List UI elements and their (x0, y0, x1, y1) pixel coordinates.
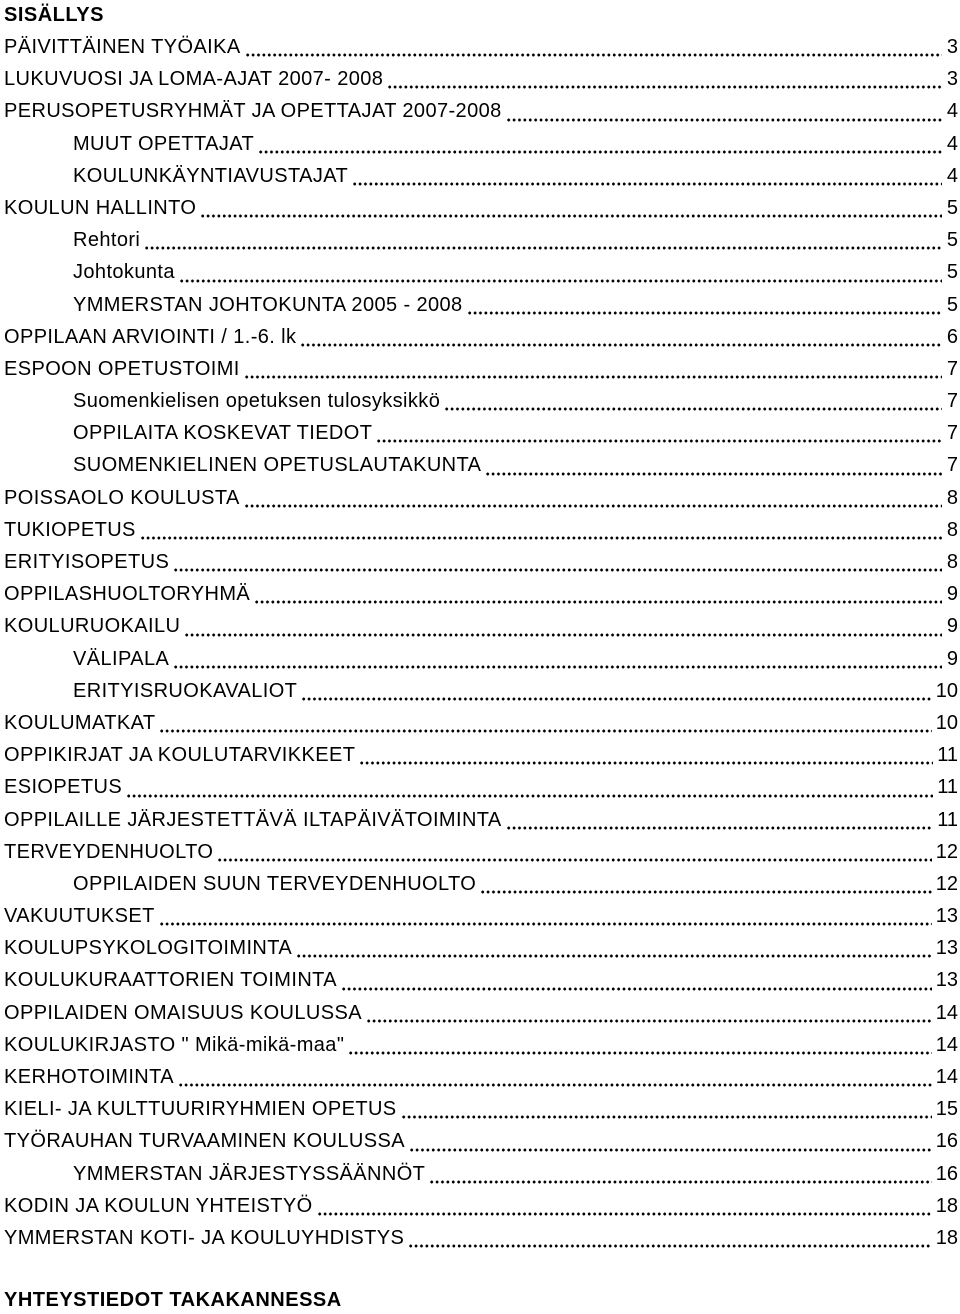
dot-leader (401, 1115, 932, 1119)
toc-entry-title: OPPILAAN ARVIOINTI / 1.-6. lk (4, 325, 297, 348)
toc-entry-title: Johtokunta (73, 261, 175, 284)
toc-entry[interactable] (0, 548, 960, 580)
dot-leader (317, 1212, 932, 1216)
toc-entry-title: KOULUMATKAT (4, 711, 156, 734)
toc-entry-title: POISSAOLO KOULUSTA (4, 486, 240, 509)
toc-entry-page-number: 11 (937, 808, 958, 831)
toc-entry-title: KOULUPSYKOLOGITOIMINTA (4, 937, 293, 960)
toc-entry-page-number: 8 (946, 518, 958, 541)
toc-entry-title: KIELI- JA KULTTUURIRYHMIEN OPETUS (4, 1098, 397, 1121)
toc-entry-title: OPPILASHUOLTORYHMÄ (4, 583, 251, 606)
toc-entry-page-number: 11 (937, 744, 958, 767)
toc-entry-page-number: 15 (935, 1098, 958, 1121)
toc-entry[interactable] (0, 1224, 960, 1256)
dot-leader (244, 375, 942, 379)
dot-leader (258, 150, 942, 154)
toc-entry-title: TYÖRAUHAN TURVAAMINEN KOULUSSA (4, 1130, 405, 1153)
dot-leader (217, 858, 931, 862)
toc-entry-page-number: 14 (935, 1001, 958, 1024)
toc-entry[interactable] (0, 484, 960, 516)
toc-entry-page-number: 8 (946, 551, 958, 573)
dot-leader (506, 118, 942, 122)
toc-entry[interactable] (0, 902, 960, 934)
toc-entry-title: MUUT OPETTAJAT (73, 132, 255, 155)
dot-leader (300, 343, 942, 347)
toc-entry-page-number: 4 (946, 164, 958, 187)
toc-entry-page-number: 16 (935, 1130, 958, 1153)
toc-entry[interactable] (0, 1031, 960, 1063)
toc-entry-page-number: 13 (935, 969, 958, 992)
toc-entry[interactable] (0, 1063, 960, 1095)
dot-leader (467, 311, 942, 315)
toc-entry-title: KOULURUOKAILU (4, 615, 181, 638)
toc-entry-page-number: 7 (946, 422, 958, 445)
toc-entry-page-number: 9 (946, 647, 958, 670)
toc-entry-title: ERITYISOPETUS (4, 551, 170, 573)
toc-entry-page-number: 14 (935, 1066, 958, 1088)
toc-entry[interactable] (0, 709, 960, 741)
toc-entry-title: ESIOPETUS (4, 776, 123, 799)
toc-entry-page-number: 3 (946, 68, 958, 91)
toc-entry[interactable] (0, 1192, 960, 1224)
toc-entry[interactable] (0, 226, 960, 258)
toc-entry-title: ERITYISRUOKAVALIOT (73, 679, 298, 702)
toc-entry-title: Rehtori (73, 229, 141, 252)
toc-entry-title: KODIN JA KOULUN YHTEISTYÖ (4, 1194, 313, 1217)
toc-entry[interactable] (0, 966, 960, 998)
toc-entry[interactable] (0, 999, 960, 1031)
toc-entry-title: ESPOON OPETUSTOIMI (4, 357, 240, 380)
toc-entry[interactable] (0, 580, 960, 612)
dot-leader (366, 1019, 932, 1023)
dot-leader (387, 85, 942, 89)
dot-leader (301, 697, 931, 701)
dot-leader (254, 600, 942, 604)
dot-leader (126, 794, 933, 798)
toc-entry[interactable] (0, 451, 960, 483)
toc-entry-page-number: 9 (946, 615, 958, 638)
toc-entry-page-number: 3 (946, 36, 958, 58)
toc-entry-title: YMMERSTAN KOTI- JA KOULUYHDISTYS (4, 1226, 405, 1249)
dot-leader (348, 1051, 931, 1055)
toc-entry-title: OPPILAIDEN OMAISUUS KOULUSSA (4, 1001, 362, 1024)
toc-entry[interactable] (0, 677, 960, 709)
toc-entry-title: YMMERSTAN JÄRJESTYSSÄÄNNÖT (73, 1162, 426, 1185)
toc-entry[interactable] (0, 741, 960, 773)
toc-entry-title: PERUSOPETUSRYHMÄT JA OPETTAJAT 2007-2008 (4, 100, 502, 123)
toc-entry-title: VÄLIPALA (73, 647, 170, 670)
toc-entry[interactable] (0, 612, 960, 644)
toc-entry[interactable] (0, 387, 960, 419)
dot-leader (159, 729, 931, 733)
dot-leader (140, 536, 942, 540)
dot-leader (480, 890, 932, 894)
toc-entry[interactable] (0, 291, 960, 323)
toc-entry[interactable] (0, 194, 960, 226)
toc-entry-title: TUKIOPETUS (4, 518, 136, 541)
toc-entry-page-number: 14 (935, 1033, 958, 1056)
toc-entry-title: OPPIKIRJAT JA KOULUTARVIKKEET (4, 744, 356, 767)
toc-entry-page-number: 4 (946, 100, 958, 123)
toc-entry[interactable] (0, 1095, 960, 1127)
dot-leader (429, 1180, 931, 1184)
toc-entry-title: Suomenkielisen opetuksen tulosyksikkö (73, 390, 441, 413)
toc-entry[interactable] (0, 934, 960, 966)
toc-entry[interactable] (0, 355, 960, 387)
toc-entry-title: SUOMENKIELINEN OPETUSLAUTAKUNTA (73, 454, 482, 477)
toc-entry[interactable] (0, 870, 960, 902)
toc-entry-page-number: 5 (946, 196, 958, 219)
dot-leader (244, 504, 942, 508)
dot-leader (506, 826, 934, 830)
toc-entry-page-number: 10 (935, 711, 958, 734)
toc-entry[interactable] (0, 419, 960, 451)
dot-leader (179, 279, 942, 283)
toc-entry-title: KOULUN HALLINTO (4, 196, 197, 219)
toc-entry-page-number: 18 (935, 1226, 958, 1249)
toc-entry-page-number: 5 (946, 293, 958, 316)
toc-entry-page-number: 16 (935, 1162, 958, 1185)
toc-entry[interactable] (0, 97, 960, 129)
dot-leader (200, 214, 942, 218)
toc-entry-page-number: 11 (937, 776, 958, 799)
toc-entry-page-number: 5 (946, 261, 958, 284)
toc-entry-title: TERVEYDENHUOLTO (4, 840, 214, 863)
dot-leader (144, 246, 942, 250)
toc-entry-title: LUKUVUOSI JA LOMA-AJAT 2007- 2008 (4, 68, 384, 91)
contact-info-note: YHTEYSTIEDOT TAKAKANNESSA (4, 1289, 342, 1311)
dot-leader (485, 472, 942, 476)
toc-entry-title: KOULUKURAATTORIEN TOIMINTA (4, 969, 338, 992)
dot-leader (408, 1244, 931, 1248)
toc-entry-title: KOULUNKÄYNTIAVUSTAJAT (73, 164, 349, 187)
toc-entry-title: OPPILAIDEN SUUN TERVEYDENHUOLTO (73, 872, 477, 895)
toc-entry-title: VAKUUTUKSET (4, 905, 155, 928)
toc-entry-page-number: 7 (946, 357, 958, 380)
toc-entry[interactable] (0, 1160, 960, 1192)
dot-leader (245, 53, 942, 57)
toc-entry-title: OPPILAITA KOSKEVAT TIEDOT (73, 422, 373, 445)
toc-entry-page-number: 10 (935, 679, 958, 702)
toc-entry-page-number: 12 (935, 872, 958, 895)
toc-entry-page-number: 6 (946, 325, 958, 348)
toc-entry-title: YMMERSTAN JOHTOKUNTA 2005 - 2008 (73, 293, 463, 316)
toc-entry[interactable] (0, 130, 960, 162)
toc-entry-page-number: 9 (946, 583, 958, 606)
toc-entry-page-number: 4 (946, 132, 958, 155)
toc-entry-page-number: 18 (935, 1194, 958, 1217)
toc-entry[interactable] (0, 838, 960, 870)
dot-leader (444, 407, 942, 411)
toc-heading: SISÄLLYS (4, 4, 104, 26)
toc-entry-page-number: 7 (946, 390, 958, 413)
toc-entry-page-number: 5 (946, 229, 958, 252)
toc-entry-page-number: 8 (946, 486, 958, 509)
toc-entry-page-number: 13 (935, 905, 958, 928)
toc-entry[interactable] (0, 258, 960, 290)
dot-leader (341, 987, 932, 991)
toc-entry[interactable] (0, 516, 960, 548)
toc-entry[interactable] (0, 33, 960, 65)
dot-leader (352, 182, 942, 186)
toc-entry[interactable] (0, 323, 960, 355)
toc-entry-title: OPPILAILLE JÄRJESTETTÄVÄ ILTAPÄIVÄTOIMINTA (4, 808, 502, 831)
dot-leader (159, 922, 932, 926)
toc-entry-page-number: 13 (935, 937, 958, 960)
toc-entry[interactable] (0, 65, 960, 97)
toc-entry-title: PÄIVITTÄINEN TYÖAIKA (4, 36, 241, 58)
dot-leader (173, 665, 942, 669)
toc-entry[interactable] (0, 1127, 960, 1159)
toc-entry-page-number: 12 (935, 840, 958, 863)
dot-leader (359, 761, 933, 765)
toc-entry-title: KOULUKIRJASTO " Mikä-mikä-maa" (4, 1033, 345, 1056)
dot-leader (409, 1148, 932, 1152)
dot-leader (296, 954, 932, 958)
dot-leader (178, 1083, 932, 1087)
toc-entry[interactable] (0, 773, 960, 805)
dot-leader (173, 568, 942, 572)
toc-entry-title: KERHOTOIMINTA (4, 1066, 175, 1088)
table-of-contents (0, 33, 960, 1256)
dot-leader (184, 633, 942, 637)
toc-entry[interactable] (0, 162, 960, 194)
toc-entry[interactable] (0, 806, 960, 838)
toc-entry-page-number: 7 (946, 454, 958, 477)
toc-entry[interactable] (0, 645, 960, 677)
dot-leader (376, 439, 942, 443)
